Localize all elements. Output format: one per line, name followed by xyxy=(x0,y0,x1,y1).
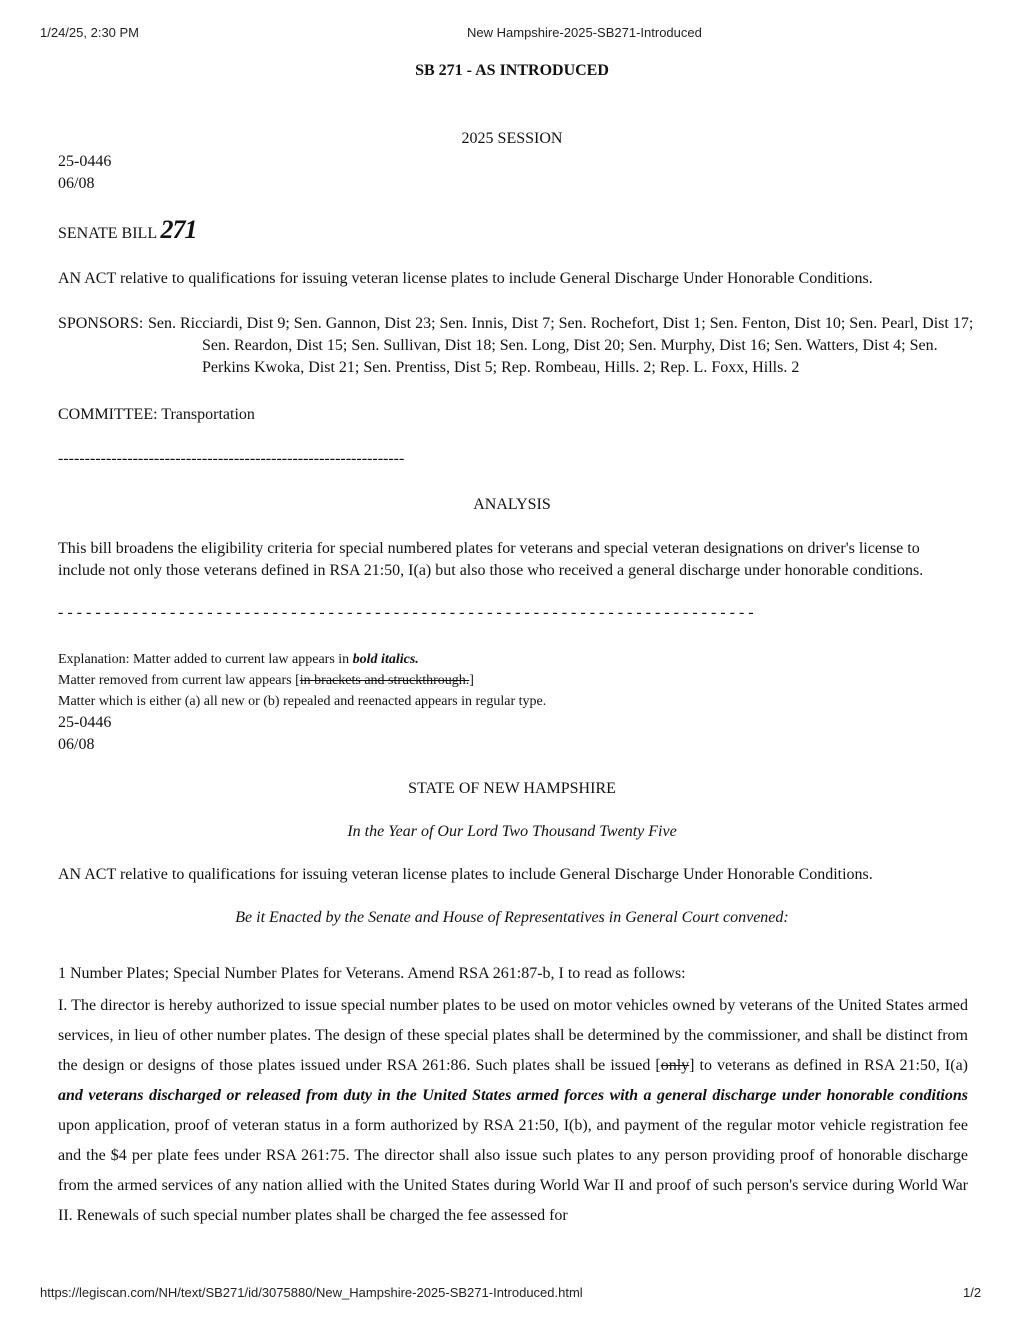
lsr-code-2: 06/08 xyxy=(58,736,95,753)
bill-title: SB 271 - AS INTRODUCED xyxy=(415,62,609,79)
state-heading: STATE OF NEW HAMPSHIRE xyxy=(408,780,616,797)
session-label: 2025 SESSION xyxy=(461,130,563,147)
section-1-part-2: ] to veterans as defined in RSA 21:50, I(a) xyxy=(689,1057,969,1074)
explanation-struckthrough: in brackets and struckthrough. xyxy=(299,673,470,688)
section-1-part-3: upon application, proof of veteran status in a form authorized by RSA 21:50, I(b), and payment of the regular motor vehicle registration fee and the $4 per plate fees under RSA 261:75. The director shall also issue such plates to any person providing proof of honorable discharge from the armed services of any nation allied with the United States during World War II and proof of such person's service during World War II. Renewals of such special number plates shall be charged the fee assessed for xyxy=(58,1117,968,1224)
section-1-struck-word: only xyxy=(660,1057,690,1074)
explanation-block xyxy=(58,649,968,712)
enacting-clause: Be it Enacted by the Senate and House of Representatives in General Court convened: xyxy=(235,909,789,926)
explanation-line-2 xyxy=(58,670,968,691)
footer-url[interactable]: https://legiscan.com/NH/text/SB271/id/3075880/New_Hampshire-2025-SB271-Introduced.html xyxy=(40,1285,583,1300)
explanation-line-2-close: ] xyxy=(469,673,474,688)
act-title-2: AN ACT relative to qualifications for issuing veteran license plates to include General Discharge Under Honorable Conditions. xyxy=(58,866,873,883)
separator-solid: ----------------------------------------------------------------- xyxy=(58,450,405,467)
explanation-line-2-text: Matter removed from current law appears [ xyxy=(58,673,300,688)
section-1-added-text: and veterans discharged or released from duty in the United States armed forces with a general discharge under honorable conditions xyxy=(58,1087,968,1104)
sponsors-text-wrap xyxy=(148,313,978,379)
explanation-line-3: Matter which is either (a) all new or (b) repealed and reenacted appears in regular type. xyxy=(58,694,547,709)
analysis-heading: ANALYSIS xyxy=(473,496,551,513)
explanation-line-1-text: Explanation: Matter added to current law appears in xyxy=(58,652,353,667)
footer-page-number: 1/2 xyxy=(963,1285,982,1300)
committee: COMMITTEE: Transportation xyxy=(58,406,255,423)
lsr-number-2: 25-0446 xyxy=(58,714,112,731)
section-1-heading: 1 Number Plates; Special Number Plates for Veterans. Amend RSA 261:87-b, I to read as follows: xyxy=(58,965,686,982)
print-doc-title: New Hampshire-2025-SB271-Introduced xyxy=(467,25,702,40)
separator-spaced: - - - - - - - - - - - - - - - - - - - - - - - - - - - - - - - - - - - - - - - - - - - - - - - - - - - - - - - - - - - - - - - - - - - - - - - - - - - xyxy=(58,604,754,621)
sponsors-label: SPONSORS: xyxy=(58,315,144,332)
senate-bill-label: SENATE BILL xyxy=(58,225,157,242)
section-1-part-1: I. The director is hereby authorized to issue special number plates to be used on motor vehicles owned by veterans of the United States armed services, in lieu of other number plates. The design of these special plates shall be determined by the commissioner, and shall be distinct from the design or designs of those plates issued under RSA 261:86. Such plates shall be issued [ xyxy=(58,997,968,1074)
explanation-line-1 xyxy=(58,649,968,670)
senate-bill-heading xyxy=(58,215,197,245)
year-line: In the Year of Our Lord Two Thousand Twenty Five xyxy=(347,823,677,840)
section-1-text xyxy=(58,991,968,1231)
print-datetime: 1/24/25, 2:30 PM xyxy=(40,25,140,40)
lsr-number: 25-0446 xyxy=(58,153,112,170)
lsr-code: 06/08 xyxy=(58,175,95,192)
explanation-bold-italics: bold italics. xyxy=(352,652,419,667)
act-title: AN ACT relative to qualifications for issuing veteran license plates to include General Discharge Under Honorable Conditions. xyxy=(58,270,873,287)
senate-bill-number: 271 xyxy=(160,215,197,244)
analysis-text: This bill broadens the eligibility criteria for special numbered plates for veterans and special veteran designations on driver's license to include not only those veterans defined in RSA 21:50, I(a) but also those who received a general discharge under honorable conditions. xyxy=(58,540,924,579)
sponsors-text: Sen. Ricciardi, Dist 9; Sen. Gannon, Dist 23; Sen. Innis, Dist 7; Sen. Rochefort, Dist 1; Sen. Fenton, Dist 10; Sen. Pearl, Dist 17; Sen. Reardon, Dist 15; Sen. Sullivan, Dist 18; Sen. Long, Dist 20; Sen. Murphy, Dist 16; Sen. Watters, Dist 4; Sen. Perkins Kwoka, Dist 21; Sen. Prentiss, Dist 5; Rep. Rombeau, Hills. 2; Rep. L. Foxx, Hills. 2 xyxy=(148,315,974,376)
